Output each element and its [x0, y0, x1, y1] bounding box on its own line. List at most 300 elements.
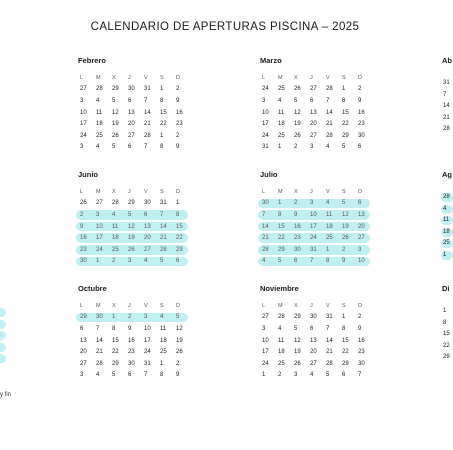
day-cell: 18 — [96, 121, 103, 128]
week-row — [260, 256, 372, 268]
week-row — [78, 107, 190, 119]
day-cell: 22 — [342, 349, 349, 356]
day-cell: 9 — [176, 97, 180, 104]
day-cell: 13 — [128, 109, 135, 116]
day-cell: 21 — [326, 349, 333, 356]
day-cell: 20 — [80, 349, 87, 356]
day-cell: 25 — [96, 132, 103, 139]
day-cell: 28 — [112, 200, 119, 207]
day-cell: 26 — [342, 235, 349, 242]
day-cell: 1 — [160, 86, 164, 93]
day-cell: 1 — [278, 144, 282, 151]
weekday-label: S — [342, 302, 346, 309]
day-cell: 8 — [160, 144, 164, 151]
day-cell: 4 — [96, 144, 100, 151]
day-cell: 6 — [128, 144, 132, 151]
day-cell: 4 — [278, 97, 282, 104]
day-cell: 1 — [112, 314, 116, 321]
week-row — [260, 198, 372, 210]
weekday-header — [78, 72, 190, 84]
day-cell: 4 — [326, 200, 330, 207]
day-cell: 25 — [278, 360, 285, 367]
month-name: Junio — [78, 170, 98, 179]
day-cell: 25 — [278, 86, 285, 93]
day-cell: 8 — [342, 97, 346, 104]
weekday-label: L — [80, 188, 84, 195]
weekday-label: D — [176, 188, 180, 195]
month-marzo — [260, 56, 372, 153]
day-cell: 6 — [310, 97, 314, 104]
day-cell: 16 — [80, 235, 87, 242]
day-cell: 24 — [262, 86, 269, 93]
day-cell: 7 — [358, 372, 362, 379]
day-cell: 12 — [342, 211, 349, 218]
day-cell: 3 — [262, 325, 266, 332]
day-cell: 9 — [342, 258, 346, 265]
day-cell: 22 — [112, 349, 119, 356]
day-cell: 5 — [128, 211, 132, 218]
weekday-label: V — [326, 74, 330, 81]
cropped-day-cell: 7 — [443, 91, 447, 98]
cropped-open-days-highlight — [0, 308, 6, 317]
weekday-label: J — [310, 188, 313, 195]
weekday-label: V — [326, 188, 330, 195]
day-cell: 25 — [160, 349, 167, 356]
day-cell: 7 — [326, 97, 330, 104]
week-row — [78, 358, 190, 370]
day-cell: 23 — [294, 235, 301, 242]
cropped-open-days-highlight — [0, 320, 6, 329]
day-cell: 10 — [310, 211, 317, 218]
day-cell: 15 — [278, 223, 285, 230]
day-cell: 17 — [262, 121, 269, 128]
footer-note: y fin — [0, 392, 12, 398]
day-cell: 27 — [310, 86, 317, 93]
day-cell: 25 — [326, 235, 333, 242]
day-cell: 11 — [278, 109, 285, 116]
day-cell: 2 — [176, 360, 180, 367]
cropped-month-name: Di — [442, 284, 450, 293]
day-cell: 3 — [310, 144, 314, 151]
day-cell: 1 — [262, 372, 266, 379]
day-cell: 12 — [112, 109, 119, 116]
day-cell: 29 — [294, 314, 301, 321]
day-cell: 2 — [278, 372, 282, 379]
day-cell: 15 — [160, 109, 167, 116]
day-cell: 21 — [326, 121, 333, 128]
month-name: Marzo — [260, 56, 282, 65]
cropped-day-cell: 25 — [443, 240, 450, 247]
weekday-header — [260, 300, 372, 312]
weekday-label: D — [176, 74, 180, 81]
day-cell: 18 — [278, 349, 285, 356]
day-cell: 30 — [128, 86, 135, 93]
weekday-header — [260, 186, 372, 198]
week-row — [78, 256, 190, 268]
day-cell: 17 — [80, 121, 87, 128]
weekday-label: X — [112, 74, 116, 81]
day-cell: 1 — [96, 258, 100, 265]
day-cell: 9 — [176, 372, 180, 379]
day-cell: 10 — [262, 337, 269, 344]
day-cell: 30 — [358, 360, 365, 367]
day-cell: 29 — [176, 246, 183, 253]
day-cell: 3 — [358, 246, 362, 253]
weekday-label: S — [160, 188, 164, 195]
day-cell: 10 — [96, 223, 103, 230]
day-cell: 8 — [160, 97, 164, 104]
weekday-label: X — [112, 302, 116, 309]
cropped-day-cell: 14 — [443, 103, 450, 110]
day-cell: 28 — [96, 360, 103, 367]
day-cell: 22 — [342, 121, 349, 128]
day-cell: 26 — [176, 349, 183, 356]
month-febrero — [78, 56, 190, 153]
day-cell: 2 — [342, 246, 346, 253]
cropped-day-cell: 8 — [443, 319, 447, 326]
day-cell: 2 — [176, 132, 180, 139]
weekday-label: M — [96, 74, 101, 81]
weekday-label: M — [278, 302, 283, 309]
week-row — [260, 95, 372, 107]
weekday-label: X — [294, 302, 298, 309]
day-cell: 24 — [80, 132, 87, 139]
day-cell: 20 — [310, 121, 317, 128]
day-cell: 5 — [278, 258, 282, 265]
day-cell: 26 — [294, 360, 301, 367]
month-grid — [260, 72, 372, 153]
day-cell: 11 — [326, 211, 333, 218]
month-noviembre — [260, 284, 372, 381]
day-cell: 4 — [326, 144, 330, 151]
day-cell: 5 — [112, 372, 116, 379]
day-cell: 26 — [80, 200, 87, 207]
day-cell: 28 — [160, 246, 167, 253]
day-cell: 6 — [128, 372, 132, 379]
day-cell: 8 — [112, 325, 116, 332]
day-cell: 10 — [80, 109, 87, 116]
day-cell: 26 — [294, 86, 301, 93]
day-cell: 23 — [128, 349, 135, 356]
day-cell: 27 — [262, 314, 269, 321]
calendar-title: CALENDARIO DE APERTURAS PISCINA – 2025 — [90, 21, 360, 33]
day-cell: 17 — [310, 223, 317, 230]
day-cell: 20 — [128, 121, 135, 128]
week-row — [260, 107, 372, 119]
day-cell: 14 — [326, 337, 333, 344]
day-cell: 24 — [96, 246, 103, 253]
week-row — [78, 335, 190, 347]
day-cell: 31 — [144, 360, 151, 367]
day-cell: 6 — [342, 372, 346, 379]
cropped-day-cell: 18 — [443, 228, 450, 235]
week-row — [260, 346, 372, 358]
day-cell: 14 — [96, 337, 103, 344]
day-cell: 7 — [310, 258, 314, 265]
day-cell: 20 — [358, 223, 365, 230]
day-cell: 3 — [96, 211, 100, 218]
day-cell: 1 — [160, 132, 164, 139]
day-cell: 6 — [144, 211, 148, 218]
day-cell: 21 — [144, 121, 151, 128]
weekday-label: V — [144, 188, 148, 195]
day-cell: 2 — [294, 144, 298, 151]
cropped-day-cell: 1 — [443, 252, 447, 258]
day-cell: 28 — [278, 314, 285, 321]
month-octubre — [78, 284, 190, 381]
day-cell: 27 — [128, 132, 135, 139]
cropped-open-days-highlight — [0, 331, 6, 340]
day-cell: 4 — [96, 97, 100, 104]
weekday-header — [260, 72, 372, 84]
weekday-label: M — [278, 74, 283, 81]
cropped-day-cell: 4 — [443, 205, 447, 212]
weekday-label: X — [294, 188, 298, 195]
day-cell: 5 — [294, 97, 298, 104]
day-cell: 30 — [80, 258, 87, 265]
day-cell: 3 — [310, 200, 314, 207]
day-cell: 20 — [144, 235, 151, 242]
cropped-day-cell: 15 — [443, 331, 450, 338]
day-cell: 18 — [278, 121, 285, 128]
day-cell: 21 — [96, 349, 103, 356]
week-row — [260, 323, 372, 335]
day-cell: 13 — [310, 337, 317, 344]
month-grid — [260, 300, 372, 381]
week-row — [260, 358, 372, 370]
month-grid — [260, 186, 372, 267]
day-cell: 1 — [278, 200, 282, 207]
day-cell: 30 — [96, 314, 103, 321]
day-cell: 7 — [144, 97, 148, 104]
week-row — [78, 142, 190, 154]
day-cell: 19 — [294, 121, 301, 128]
day-cell: 11 — [278, 337, 285, 344]
day-cell: 19 — [128, 235, 135, 242]
cropped-day-cell: 29 — [443, 354, 450, 361]
week-row — [78, 209, 190, 221]
day-cell: 25 — [278, 132, 285, 139]
day-cell: 29 — [278, 246, 285, 253]
day-cell: 29 — [80, 314, 87, 321]
day-cell: 3 — [262, 97, 266, 104]
weekday-label: J — [128, 188, 131, 195]
day-cell: 29 — [128, 200, 135, 207]
weekday-label: S — [342, 188, 346, 195]
day-cell: 31 — [144, 86, 151, 93]
day-cell: 30 — [144, 200, 151, 207]
day-cell: 20 — [310, 349, 317, 356]
day-cell: 30 — [358, 132, 365, 139]
cropped-day-cell: 28 — [443, 194, 450, 200]
day-cell: 27 — [80, 86, 87, 93]
day-cell: 22 — [278, 235, 285, 242]
weekday-label: M — [96, 188, 101, 195]
day-cell: 6 — [128, 97, 132, 104]
day-cell: 26 — [128, 246, 135, 253]
week-row — [260, 130, 372, 142]
day-cell: 9 — [176, 144, 180, 151]
weekday-label: M — [96, 302, 101, 309]
weekday-label: S — [342, 74, 346, 81]
day-cell: 14 — [144, 109, 151, 116]
day-cell: 3 — [144, 314, 148, 321]
weekday-label: X — [112, 188, 116, 195]
week-row — [78, 323, 190, 335]
day-cell: 30 — [262, 200, 269, 207]
day-cell: 19 — [112, 121, 119, 128]
day-cell: 8 — [160, 372, 164, 379]
cropped-day-cell: 1 — [443, 308, 447, 314]
weekday-label: J — [128, 302, 131, 309]
day-cell: 2 — [358, 314, 362, 321]
day-cell: 18 — [160, 337, 167, 344]
day-cell: 9 — [294, 211, 298, 218]
day-cell: 3 — [80, 144, 84, 151]
week-row — [260, 370, 372, 382]
week-row — [78, 84, 190, 96]
weekday-header — [78, 300, 190, 312]
day-cell: 11 — [160, 325, 167, 332]
day-cell: 27 — [310, 132, 317, 139]
weekday-label: V — [144, 302, 148, 309]
week-row — [260, 118, 372, 130]
weekday-label: L — [80, 302, 84, 309]
day-cell: 10 — [144, 325, 151, 332]
week-row — [260, 244, 372, 256]
week-row — [78, 130, 190, 142]
month-grid — [78, 72, 190, 153]
day-cell: 2 — [80, 211, 84, 218]
day-cell: 7 — [144, 144, 148, 151]
day-cell: 31 — [310, 246, 317, 253]
day-cell: 7 — [262, 211, 266, 218]
day-cell: 6 — [310, 325, 314, 332]
day-cell: 31 — [326, 314, 333, 321]
cropped-month-name: Ag — [442, 170, 452, 179]
cropped-month-name: Ab — [442, 56, 452, 65]
day-cell: 13 — [310, 109, 317, 116]
month-name: Julio — [260, 170, 278, 179]
weekday-label: X — [294, 74, 298, 81]
weekday-label: J — [128, 74, 131, 81]
day-cell: 26 — [294, 132, 301, 139]
weekday-label: V — [144, 74, 148, 81]
day-cell: 28 — [326, 360, 333, 367]
day-cell: 15 — [112, 337, 119, 344]
day-cell: 1 — [160, 360, 164, 367]
day-cell: 29 — [342, 360, 349, 367]
day-cell: 4 — [160, 314, 164, 321]
month-grid — [78, 186, 190, 267]
cropped-day-cell: 31 — [443, 80, 450, 86]
day-cell: 5 — [326, 372, 330, 379]
day-cell: 16 — [176, 109, 183, 116]
day-cell: 6 — [80, 325, 84, 332]
day-cell: 26 — [112, 132, 119, 139]
cropped-open-days-highlight — [0, 343, 6, 352]
weekday-label: D — [358, 74, 362, 81]
day-cell: 15 — [176, 223, 183, 230]
day-cell: 28 — [262, 246, 269, 253]
day-cell: 16 — [294, 223, 301, 230]
day-cell: 18 — [326, 223, 333, 230]
day-cell: 31 — [262, 144, 269, 151]
weekday-label: D — [358, 188, 362, 195]
day-cell: 4 — [96, 372, 100, 379]
day-cell: 4 — [278, 325, 282, 332]
day-cell: 30 — [294, 246, 301, 253]
week-row — [78, 95, 190, 107]
cropped-open-days-highlight — [0, 354, 6, 363]
day-cell: 29 — [342, 132, 349, 139]
day-cell: 23 — [358, 349, 365, 356]
week-row — [260, 312, 372, 324]
day-cell: 27 — [310, 360, 317, 367]
day-cell: 14 — [326, 109, 333, 116]
weekday-label: D — [358, 302, 362, 309]
day-cell: 27 — [144, 246, 151, 253]
day-cell: 1 — [326, 246, 330, 253]
day-cell: 12 — [128, 223, 135, 230]
day-cell: 7 — [144, 372, 148, 379]
week-row — [260, 209, 372, 221]
day-cell: 5 — [112, 97, 116, 104]
weekday-label: D — [176, 302, 180, 309]
week-row — [78, 312, 190, 324]
day-cell: 23 — [358, 121, 365, 128]
day-cell: 28 — [326, 132, 333, 139]
weekday-label: J — [310, 302, 313, 309]
day-cell: 15 — [342, 109, 349, 116]
day-cell: 12 — [294, 337, 301, 344]
week-row — [78, 370, 190, 382]
weekday-label: L — [262, 74, 266, 81]
day-cell: 17 — [262, 349, 269, 356]
day-cell: 6 — [358, 200, 362, 207]
day-cell: 14 — [160, 223, 167, 230]
day-cell: 3 — [80, 97, 84, 104]
day-cell: 9 — [80, 223, 84, 230]
day-cell: 1 — [176, 200, 180, 207]
day-cell: 8 — [278, 211, 282, 218]
month-name: Noviembre — [260, 284, 299, 293]
day-cell: 7 — [96, 325, 100, 332]
day-cell: 17 — [144, 337, 151, 344]
day-cell: 13 — [80, 337, 87, 344]
weekday-label: L — [262, 302, 266, 309]
day-cell: 28 — [326, 86, 333, 93]
month-name: Octubre — [78, 284, 107, 293]
weekday-label: S — [160, 302, 164, 309]
weekday-label: L — [262, 188, 266, 195]
day-cell: 22 — [160, 121, 167, 128]
weekday-label: M — [278, 188, 283, 195]
day-cell: 3 — [128, 258, 132, 265]
day-cell: 10 — [262, 109, 269, 116]
week-row — [260, 84, 372, 96]
day-cell: 9 — [358, 325, 362, 332]
day-cell: 2 — [128, 314, 132, 321]
day-cell: 29 — [112, 86, 119, 93]
day-cell: 4 — [144, 258, 148, 265]
day-cell: 17 — [96, 235, 103, 242]
day-cell: 5 — [112, 144, 116, 151]
week-row — [78, 244, 190, 256]
cropped-day-cell: 22 — [443, 342, 450, 349]
week-row — [260, 221, 372, 233]
day-cell: 7 — [326, 325, 330, 332]
